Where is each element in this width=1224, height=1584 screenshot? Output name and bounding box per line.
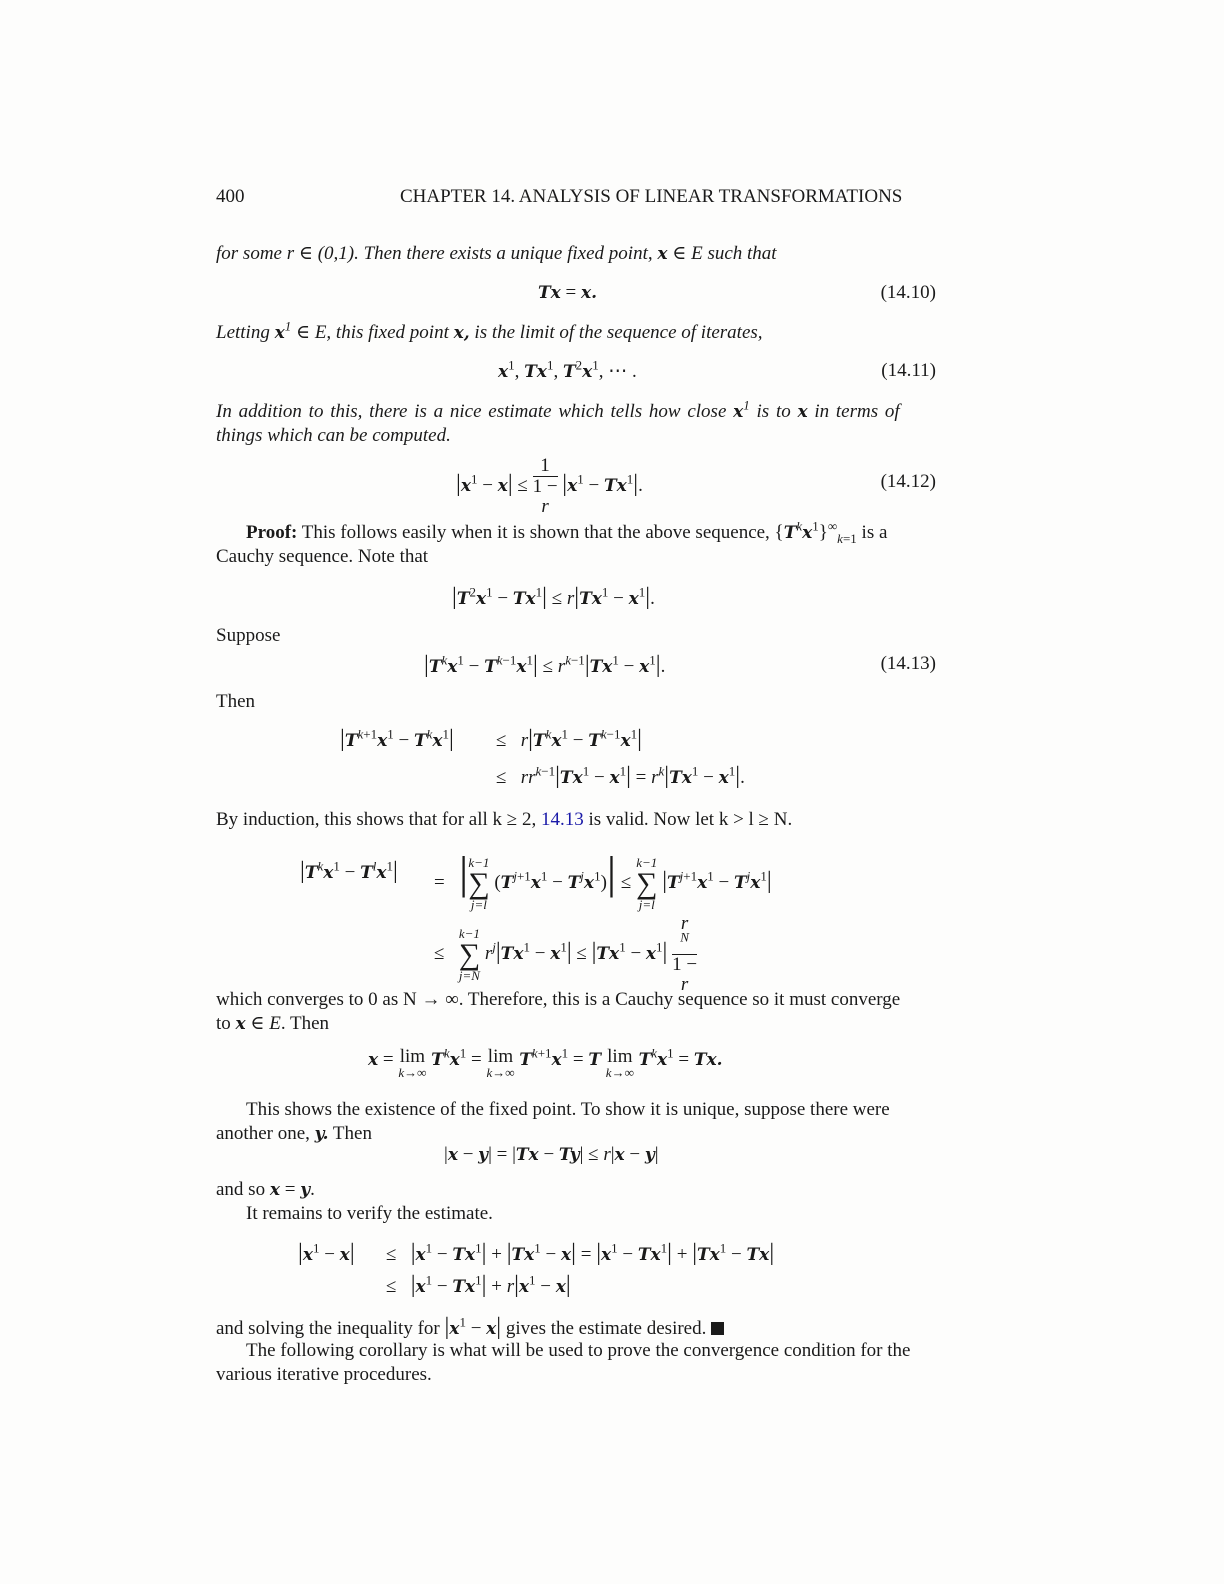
equation-estimate-1: ≤ $|x^1 - Tx^1| + |Tx^1 - x| = |x^1 - Tx^1| + |Tx^1 - Tx|$ — [386, 1240, 775, 1266]
eq-number-14-11: (14.11) — [881, 360, 936, 381]
equation-sum-rhs-1: = | k−1 ∑ j=l $(T^{j+1}x^1 - T^jx^1)|$ ≤ k−1 ∑ j=l $|T^{j+1}x^1 - T^jx^1|$ — [434, 847, 772, 912]
proof-label: Proof: — [246, 522, 298, 543]
equation-unique: |x − y| = |Tx − Ty| ≤ r|x − y| — [444, 1144, 659, 1165]
corollary-line-1: The following corollary is what will be used to prove the convergence condition for the — [246, 1340, 911, 1361]
induction-line — [216, 808, 936, 832]
proof-line-2: Cauchy sequence. Note that — [216, 546, 429, 567]
remains-line: It remains to verify the estimate. — [246, 1203, 493, 1224]
equation-14-11: $x^1$, Tx$^1$, $T^2x^1$, ⋯ . — [498, 357, 637, 382]
theorem-line-1: for some r ∈ (0,1). Then there exists a unique fixed point, x ∈ E such that — [216, 243, 777, 264]
solving-text-b: gives the estimate desired. — [505, 1318, 707, 1339]
equation-14-10: Tx = x. — [538, 282, 598, 303]
equation-sum-rhs-2: ≤ k−1 ∑ j=N $r^j|Tx^1 - x^1| \le |Tx^1 - x^1|$ r $^N$ 1 − r — [434, 913, 698, 995]
equation-14-12: $|x^1 - x|$ ≤ 1 1 − r $|x^1 - Tx^1|$. — [456, 455, 643, 517]
existence-line-1: This shows the existence of the fixed point. To show it is unique, suppose there were — [246, 1099, 890, 1120]
theorem-line-3: In addition to this, there is a nice estimate which tells how close $x^1$ is to x in terms of — [216, 397, 900, 422]
existence-line-2: another one, y. Then — [216, 1123, 372, 1144]
solving-text-a: and solving the inequality for — [216, 1318, 440, 1339]
equation-estimate-lhs: $|x^1 - x|$ — [298, 1240, 355, 1266]
and-so-line: and so x = y. — [216, 1179, 315, 1200]
proof-line-1: Proof: This follows easily when it is shown that the above sequence, $\{T^kx^1\}^\infty_{k=1}$ is a — [246, 518, 888, 546]
equation-step-1: $|T^2x^1 - Tx^1| \le r|Tx^1 - x^1|$. — [452, 584, 655, 610]
running-title: CHAPTER 14. ANALYSIS OF LINEAR TRANSFORMATIONS — [400, 186, 903, 207]
equation-estimate-2: ≤ $|x^1 - Tx^1| + r|x^1 - x|$ — [386, 1272, 571, 1298]
theorem-line-2: Letting $x^1$ ∈ E, this fixed point x, is the limit of the sequence of iterates, — [216, 318, 763, 343]
equation-14-13: $|T^kx^1 - T^{k-1}x^1| \le r^{k-1}|Tx^1 - x^1|$. — [424, 652, 666, 678]
equation-limit: x = lim k→∞ $T^kx^1 = \lim$ k→∞ $T^{k+1}x^1 = T$ lim k→∞ $T^kx^1 = Tx$. — [368, 1045, 723, 1080]
solving-line: and solving the inequality for $|x^1 - x|$ gives the estimate desired. — [216, 1315, 936, 1341]
qed-icon — [711, 1322, 724, 1335]
equation-step-2a: $|T^{k+1}x^1 - T^kx^1|$ — [340, 726, 454, 752]
suppose-text: Suppose — [216, 625, 281, 646]
eq-number-14-12: (14.12) — [880, 471, 936, 492]
corollary-line-2: various iterative procedures. — [216, 1364, 432, 1385]
equation-step-2b: ≤ $r|T^kx^1 - T^{k-1}x^1|$ — [496, 726, 642, 752]
then-text-1: Then — [216, 691, 256, 712]
page-number: 400 — [216, 186, 245, 207]
equation-sum-lhs: $|T^kx^1 - T^lx^1|$ — [300, 858, 398, 884]
induction-text-a: By induction, this shows that for all k ≥ 2, — [216, 809, 537, 830]
eq-number-14-10: (14.10) — [880, 282, 936, 303]
equation-step-2c: ≤ $rr^{k-1}|Tx^1 - x^1| = r^k|Tx^1 - x^1|$. — [496, 763, 745, 789]
induction-text-b: is valid. Now let k > l ≥ N. — [588, 809, 793, 830]
converges-line-2: to x ∈ E. Then — [216, 1013, 330, 1034]
equation-link-14-13[interactable]: 14.13 — [540, 809, 584, 830]
converges-line-1: which converges to 0 as N → ∞. Therefore, this is a Cauchy sequence so it must converge — [216, 989, 901, 1010]
theorem-line-4: things which can be computed. — [216, 425, 451, 446]
eq-number-14-13: (14.13) — [880, 653, 936, 674]
